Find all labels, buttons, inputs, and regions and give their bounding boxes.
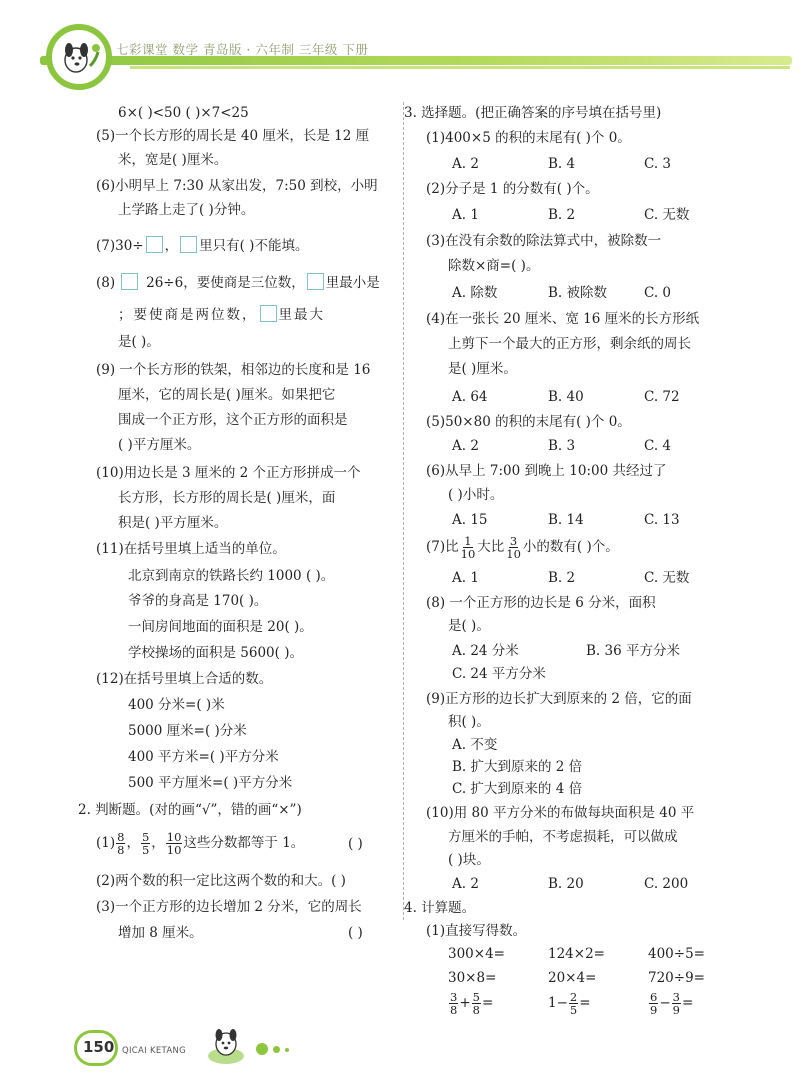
choice-8-line1: (8) 一个正方形的边长是 6 分米，面积 [426,595,656,611]
choice-5: (5)50×80 的积的末尾有( )个 0。 [426,414,631,430]
choice-10-options [452,875,688,893]
column-divider [403,102,404,920]
blank-box[interactable] [307,273,324,290]
q5-line1: (5)一个长方形的周长是 40 厘米，长是 12 厘 [96,128,370,144]
blank-box[interactable] [146,236,163,253]
operator: + [459,995,471,1011]
option-b[interactable]: B. 14 [548,512,584,528]
fraction: $\frac{1}{10}$ [460,534,476,561]
choice-3-options [452,284,671,302]
q8-line2 [118,305,325,324]
choice-3-line2: 除数×商=( )。 [448,258,540,274]
fraction: $\frac{3}{10}$ [506,534,521,561]
option-b[interactable]: B. 被除数 [548,285,608,301]
option-c[interactable]: C. 4 [644,438,672,454]
judge-1-answer[interactable]: ( ) [348,836,363,852]
calc-item: 400÷5= [648,946,705,962]
judge-3-line1: (3)一个正方形的边长增加 2 分米，它的周长 [96,899,362,915]
calc-fraction-2: 1− $\frac{2}{5}$ = [548,990,591,1017]
q12-item-d: 500 平方厘米=( )平方分米 [128,775,293,791]
fraction: $\frac{10}{10}$ [166,830,182,857]
q10-line2: 长方形，长方形的周长是( )厘米，面 [118,490,336,506]
operator: − [659,995,671,1011]
section-2-heading: 2. 判断题。(对的画“√”，错的画“×”) [78,802,302,818]
choice-9-option-c[interactable]: C. 扩大到原来的 4 倍 [452,781,583,797]
option-c[interactable]: C. 3 [644,156,672,172]
q12-item-b: 5000 厘米=( )分米 [128,723,247,739]
choice-9-option-a[interactable]: A. 不变 [452,737,498,753]
choice-7-prefix: (7)比 [426,539,459,555]
calc-item: 30×8= [448,970,497,986]
choice-10-line1: (10)用 80 平方分米的布做每块面积是 40 平 [426,805,695,821]
calc-item: 124×2= [548,946,605,962]
q9-line4: ( )平方厘米。 [118,437,201,453]
option-c[interactable]: C. 无数 [644,570,690,586]
q11-item-c: 一间房间地面的面积是 20( )。 [128,619,313,635]
calc-heading: (1)直接写得数。 [426,923,527,939]
q5-line2: 米，宽是( )厘米。 [118,152,228,168]
choice-2: (2)分子是 1 的分数有( )个。 [426,181,599,197]
q8-line2-text: ；要使商是两位数， [118,307,258,323]
choice-10-line3: ( )块。 [448,852,490,868]
fraction: $\frac{5}{8}$ [472,990,480,1017]
page-number: 150 [83,1038,115,1056]
q7-prefix: (7)30÷ [96,238,144,254]
q12-item-c: 400 平方米=( )平方分米 [128,749,279,765]
option-c[interactable]: C. 13 [644,512,680,528]
choice-6-line2: ( )小时。 [448,487,504,503]
option-b[interactable]: B. 2 [548,570,576,586]
choice-2-options [452,206,689,224]
choice-8-option-b[interactable]: B. 36 平方分米 [586,643,680,659]
fraction: $\frac{3}{9}$ [672,990,680,1017]
q8-line2-suffix: 里最大 [278,307,325,323]
decor-dot [273,1046,280,1053]
section-3-heading: 3. 选择题。(把正确答案的序号填在括号里) [404,105,662,121]
q11-item-a: 北京到南京的铁路长约 1000 ( )。 [128,568,335,584]
q10-line3: 积是( )平方厘米。 [118,515,228,531]
option-c[interactable]: C. 无数 [644,207,690,223]
calc-fraction-3: $\frac{6}{9}$ − $\frac{3}{9}$ = [650,990,694,1017]
decor-dot [256,1043,268,1055]
choice-7-middle: 大比 [477,539,505,555]
choice-8-line2: 是( )。 [448,618,490,634]
blank-box[interactable] [260,305,277,322]
q9-line1: (9) 一个长方形的铁架，相邻边的长度和是 16 [96,362,371,378]
q7-line: (7)30÷ ， 里只有( )不能填。 [96,238,309,254]
q8-prefix: (8) [96,275,116,291]
judge-2: (2)两个数的积一定比这两个数的和大。( ) [96,873,346,889]
option-a[interactable]: A. 15 [452,512,488,528]
option-a[interactable]: A. 除数 [452,285,498,301]
header-underline [130,66,790,69]
fraction: $\frac{2}{5}$ [569,990,578,1017]
choice-7-options [452,569,689,587]
q8-middle: 26÷6，要使商是三位数， [146,275,305,291]
calc-item: 300×4= [448,946,505,962]
choice-3-line1: (3)在没有余数的除法算式中，被除数一 [426,233,662,249]
choice-4-line3: 是( )厘米。 [448,361,517,377]
judge-1-prefix: (1) [96,835,116,851]
choice-7 [426,532,619,562]
fraction: $\frac{3}{8}$ [450,990,458,1017]
decor-dot [285,1048,289,1052]
choice-8-option-c[interactable]: C. 24 平方分米 [452,666,546,682]
mascot-logo-icon [46,24,112,90]
header-title: 七彩课堂 数学 青岛版 · 六年制 三年级 下册 [116,42,369,57]
q7-suffix: 里只有( )不能填。 [199,238,309,254]
choice-4-options [452,388,680,406]
q6-line1: (6)小明早上 7:30 从家出发，7:50 到校，小明 [96,178,378,194]
option-b[interactable]: B. 3 [548,438,576,454]
footer-brand: QICAI KETANG [122,1046,186,1056]
option-b[interactable]: B. 4 [548,156,576,172]
choice-10-line2: 方厘米的手帕，不考虑损耗，可以做成 [448,829,678,845]
option-a[interactable]: A. 2 [452,876,479,892]
q8-suffix: 里最小是 [325,275,380,291]
option-a[interactable]: A. 1 [452,570,479,586]
fraction: $\frac{8}{8}$ [117,830,125,857]
calc-item: 720÷9= [648,970,705,986]
option-a[interactable]: A. 1 [452,207,479,223]
judge-1: (1) $\frac{8}{8}$ ， $\frac{5}{5}$ ， $\frac{10}{10}$ 这些分数都等于 1。 [96,830,305,857]
q10-line1: (10)用边长是 3 厘米的 2 个正方形拼成一个 [96,465,361,481]
choice-9-line2: 积( )。 [448,714,490,730]
choice-1-options [452,155,671,173]
operand: 1− [548,995,568,1011]
fraction: $\frac{6}{9}$ [650,990,658,1017]
q12-item-a: 400 分米=( )米 [128,697,225,713]
q9-line3: 围成一个正方形，这个正方形的面积是 [118,412,348,428]
choice-4-line1: (4)在一张长 20 厘米、宽 16 厘米的长方形纸 [426,311,700,327]
judge-3-answer[interactable]: ( ) [348,925,363,941]
q11-item-d: 学校操场的面积是 5600( )。 [128,645,303,661]
blank-box[interactable] [180,236,197,253]
choice-4-line2: 上剪下一个最大的正方形，剩余纸的周长 [448,336,691,352]
calc-fraction-1: $\frac{3}{8}$ + $\frac{5}{8}$ = [450,990,494,1017]
option-b[interactable]: B. 2 [548,207,576,223]
choice-7-suffix: 小的数有( )个。 [522,539,619,555]
option-a[interactable]: A. 64 [452,389,488,405]
fraction: $\frac{5}{5}$ [141,830,150,857]
q4-line: 6×( )<50 ( )×7<25 [118,105,249,121]
section-4-heading: 4. 计算题。 [404,900,476,916]
option-c[interactable]: C. 72 [644,389,680,405]
choice-6-line1: (6)从早上 7:00 到晚上 10:00 共经过了 [426,463,667,479]
q11-item-b: 爷爷的身高是 170( )。 [128,593,268,609]
option-c[interactable]: C. 200 [644,876,689,892]
blank-box[interactable] [121,273,138,290]
option-a[interactable]: A. 2 [452,438,479,454]
q9-line2: 厘米，它的周长是( )厘米。如果把它 [118,387,336,403]
option-b[interactable]: B. 40 [548,389,584,405]
judge-3-line2: 增加 8 厘米。 [118,925,203,941]
option-a[interactable]: A. 2 [452,156,479,172]
option-b[interactable]: B. 20 [548,876,584,892]
choice-6-options [452,511,680,529]
judge-1-text: 这些分数都等于 1。 [183,835,305,851]
choice-5-options [452,437,671,455]
q8-line3: 是( )。 [118,334,160,350]
choice-9-option-b[interactable]: B. 扩大到原来的 2 倍 [452,759,583,775]
q6-line2: 上学路上走了( )分钟。 [118,202,255,218]
choice-9-line1: (9)正方形的边长扩大到原来的 2 倍，它的面 [426,691,692,707]
calc-item: 20×4= [548,970,597,986]
option-c[interactable]: C. 0 [644,285,672,301]
choice-1: (1)400×5 的积的末尾有( )个 0。 [426,130,631,146]
choice-8-option-a[interactable]: A. 24 分米 [452,643,519,659]
q12-heading: (12)在括号里填上合适的数。 [96,671,273,687]
mascot-footer-icon [204,1024,252,1068]
q8-line1 [96,273,380,292]
q11-heading: (11)在括号里填上适当的单位。 [96,541,286,557]
